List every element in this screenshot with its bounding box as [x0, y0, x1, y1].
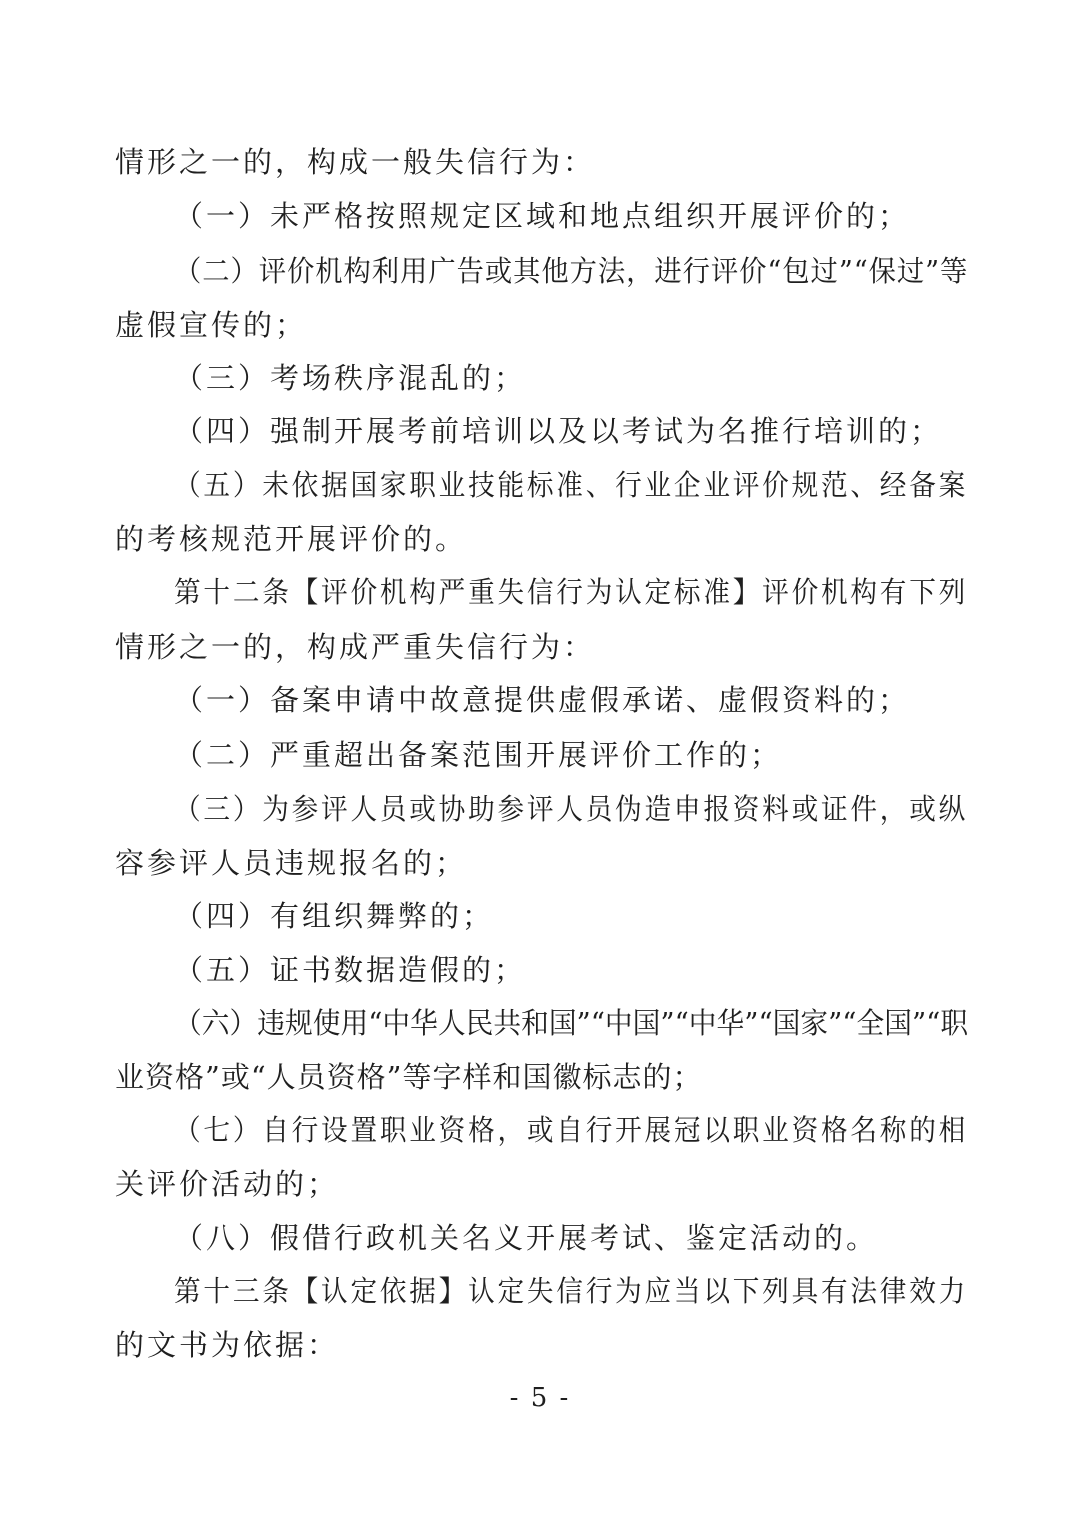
text-line-content: （一）未严格按照规定区域和地点组织开展评价的； [174, 199, 911, 233]
text-line [0, 465, 1080, 505]
text-line-content: （三）为参评人员或协助参评人员伪造申报资料或证件，或纵 [174, 792, 969, 826]
text-line [0, 843, 1080, 883]
text-line [0, 142, 1080, 182]
text-line-content: （五）证书数据造假的； [174, 953, 527, 987]
text-line-content: （五）未依据国家职业技能标准、行业企业评价规范、经备案 [174, 468, 969, 502]
text-line-content: （一）备案申请中故意提供虚假承诺、虚假资料的； [174, 683, 911, 717]
text-line-content: 的考核规范开展评价的。 [115, 522, 468, 556]
text-line-content: 的文书为依据： [115, 1328, 340, 1362]
text-line-content: （七）自行设置职业资格，或自行开展冠以职业资格名称的相 [174, 1113, 969, 1147]
text-line-content: （四）强制开展考前培训以及以考试为名推行培训的； [174, 414, 943, 448]
text-line-content: 业资格”或“人员资格”等字样和国徽标志的； [115, 1060, 703, 1094]
text-line-content: 关评价活动的； [115, 1167, 340, 1201]
text-line [0, 627, 1080, 667]
text-line [0, 1057, 1080, 1097]
text-line-content: 第十二条【评价机构严重失信行为认定标准】评价机构有下列 [174, 575, 969, 609]
text-line [0, 950, 1080, 990]
text-line-content: （三）考场秩序混乱的； [174, 361, 527, 395]
text-line [0, 1325, 1080, 1365]
text-line [0, 1164, 1080, 1204]
page-number: - 5 - [509, 1383, 571, 1413]
text-line-content: 情形之一的，构成一般失信行为： [115, 145, 596, 179]
text-line [0, 680, 1080, 720]
text-line-content: 第十三条【认定依据】认定失信行为应当以下列具有法律效力 [174, 1274, 969, 1308]
text-line-content: （八）假借行政机关名义开展考试、鉴定活动的。 [174, 1221, 879, 1255]
text-line [0, 1271, 1080, 1311]
text-line-content: 情形之一的，构成严重失信行为： [115, 630, 596, 664]
text-line [0, 358, 1080, 398]
text-line-content: 容参评人员违规报名的； [115, 846, 468, 880]
text-line-content: 虚假宣传的； [115, 308, 308, 342]
text-line [0, 519, 1080, 559]
text-line-content: （六）违规使用“中华人民共和国”“中国”“中华”“国家”“全国”“职 [174, 1006, 969, 1040]
text-line [0, 572, 1080, 612]
text-line-content: （二）严重超出备案范围开展评价工作的； [174, 738, 783, 772]
text-line [0, 411, 1080, 451]
text-line [0, 1110, 1080, 1150]
text-line [0, 305, 1080, 345]
text-line [0, 1003, 1080, 1043]
text-line [0, 196, 1080, 236]
text-line [0, 896, 1080, 936]
text-line [0, 789, 1080, 829]
text-line-content: （四）有组织舞弊的； [174, 899, 495, 933]
text-line [0, 1218, 1080, 1258]
text-line-content: （二）评价机构利用广告或其他方法，进行评价“包过”“保过”等 [174, 254, 969, 288]
text-line [0, 735, 1080, 775]
text-line [0, 251, 1080, 291]
